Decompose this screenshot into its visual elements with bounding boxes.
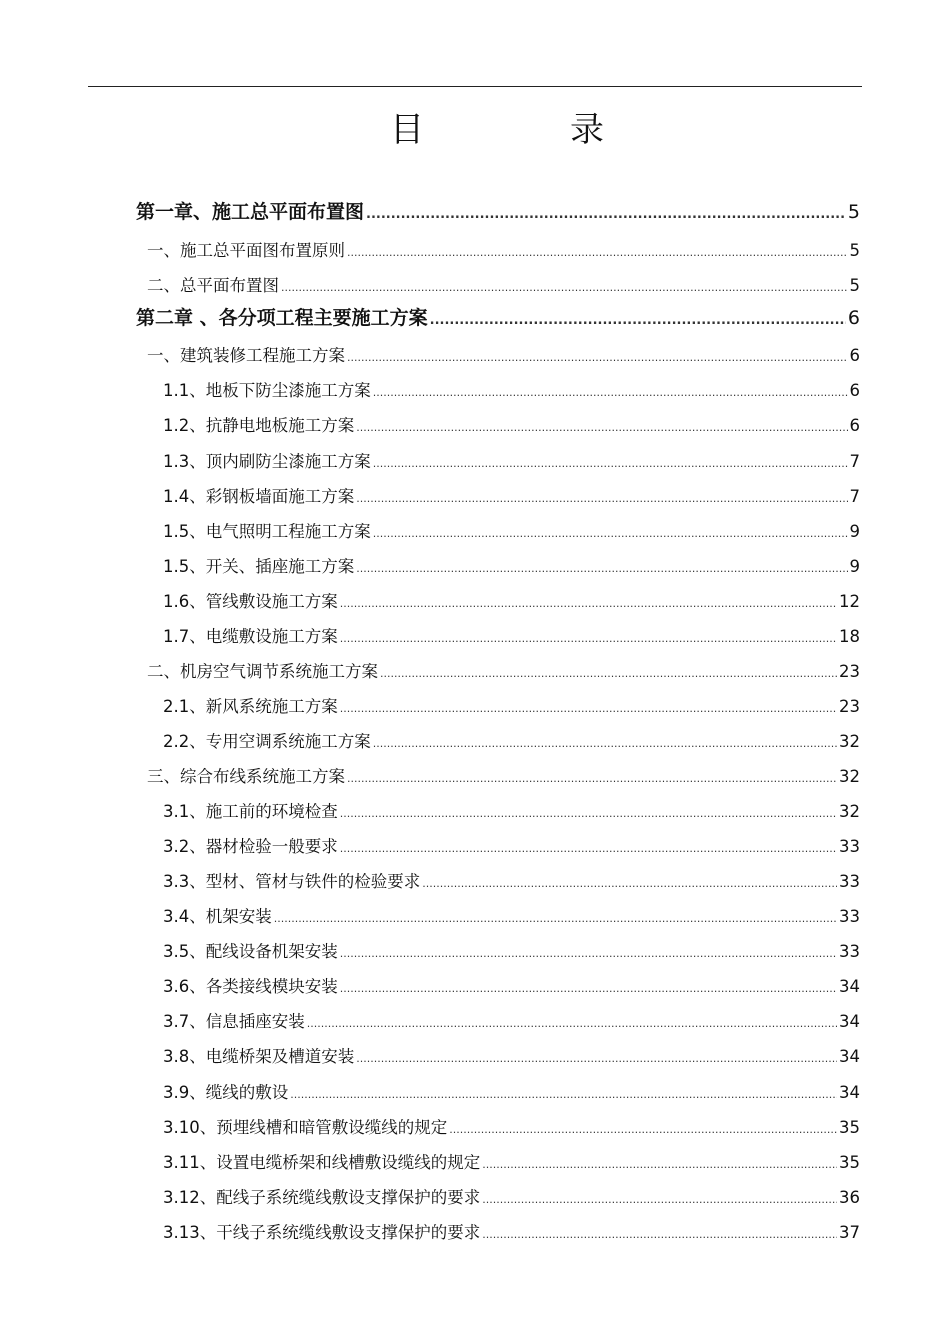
toc-entry-page: 32: [839, 767, 860, 786]
toc-entry-label: 1.1、地板下防尘漆施工方案: [163, 381, 371, 400]
toc-entry[interactable]: [163, 553, 860, 577]
toc-entry-page: 33: [839, 907, 860, 926]
toc-entry-label: 3.5、配线设备机架安装: [163, 942, 338, 961]
toc-entry[interactable]: [163, 588, 860, 612]
toc-leader: [347, 772, 837, 785]
header-rule: [88, 86, 862, 87]
toc-entry-page: 7: [849, 487, 860, 506]
toc-entry-page: 6: [847, 307, 860, 329]
toc-entry-label: 2.2、专用空调系统施工方案: [163, 732, 371, 751]
toc-entry[interactable]: [163, 798, 860, 822]
toc-leader: [373, 737, 837, 750]
toc-leader: [380, 667, 837, 680]
toc-entry[interactable]: [163, 518, 860, 542]
toc-leader: [356, 492, 847, 505]
toc-entry-label: 二、机房空气调节系统施工方案: [147, 662, 378, 681]
toc-entry-page: 35: [839, 1153, 860, 1172]
toc-entry[interactable]: [147, 237, 860, 261]
toc-entry-label: 3.11、设置电缆桥架和线槽敷设缆线的规定: [163, 1153, 481, 1172]
toc-entry-page: 5: [849, 241, 860, 260]
toc-leader: [340, 597, 837, 610]
toc-entry-label: 3.6、各类接线模块安装: [163, 977, 338, 996]
toc-entry[interactable]: [163, 938, 860, 962]
toc-entry[interactable]: [163, 483, 860, 507]
toc-entry-label: 第二章 、各分项工程主要施工方案: [136, 307, 428, 329]
toc-entry-label: 1.2、抗静电地板施工方案: [163, 416, 355, 435]
toc-entry[interactable]: [163, 1219, 860, 1243]
toc-entry-page: 23: [839, 697, 860, 716]
toc-leader: [356, 562, 847, 575]
toc-entry-label: 2.1、新风系统施工方案: [163, 697, 338, 716]
toc-entry-label: 1.7、电缆敷设施工方案: [163, 627, 338, 646]
toc-entry-page: 5: [849, 276, 860, 295]
toc-entry-label: 3.1、施工前的环境检查: [163, 802, 338, 821]
toc-leader: [366, 207, 846, 222]
toc-entry[interactable]: [163, 1149, 860, 1173]
toc-entry[interactable]: [163, 448, 860, 472]
toc-entry-page: 32: [839, 732, 860, 751]
toc-leader: [347, 351, 848, 364]
toc-leader: [422, 877, 837, 890]
toc-entry[interactable]: [147, 342, 860, 366]
toc-entry[interactable]: [163, 377, 860, 401]
toc-leader: [347, 246, 848, 259]
toc-entry-label: 1.5、开关、插座施工方案: [163, 557, 355, 576]
toc-entry-label: 3.9、缆线的敷设: [163, 1083, 289, 1102]
toc-leader: [340, 632, 837, 645]
toc-leader: [373, 386, 848, 399]
toc-entry[interactable]: [163, 1114, 860, 1138]
toc-entry-page: 7: [849, 452, 860, 471]
toc-entry[interactable]: [163, 973, 860, 997]
toc-leader: [307, 1017, 837, 1030]
page-title: 目 录: [390, 110, 660, 150]
toc-leader: [340, 807, 837, 820]
toc-leader: [373, 527, 848, 540]
toc-leader: [482, 1158, 837, 1171]
toc-entry[interactable]: [147, 658, 860, 682]
toc-entry-label: 3.7、信息插座安装: [163, 1012, 305, 1031]
toc-leader: [482, 1193, 837, 1206]
toc-entry-label: 二、总平面布置图: [147, 276, 279, 295]
toc-entry-label: 3.4、机架安装: [163, 907, 272, 926]
toc-entry-label: 3.3、型材、管材与铁件的检验要求: [163, 872, 421, 891]
toc-entry-page: 18: [839, 627, 860, 646]
toc-entry-page: 6: [849, 416, 860, 435]
toc-entry-label: 3.2、器材检验一般要求: [163, 837, 338, 856]
toc-leader: [340, 842, 837, 855]
toc-leader: [430, 313, 846, 328]
toc-entry[interactable]: [163, 833, 860, 857]
toc-entry[interactable]: [163, 728, 860, 752]
toc-entry[interactable]: [136, 303, 860, 330]
toc-entry[interactable]: [147, 763, 860, 787]
toc-entry-label: 三、综合布线系统施工方案: [147, 767, 345, 786]
toc-entry-page: 6: [849, 346, 860, 365]
toc-entry-page: 9: [849, 557, 860, 576]
toc-entry-page: 35: [839, 1118, 860, 1137]
toc-entry-page: 33: [839, 837, 860, 856]
toc-entry-page: 33: [839, 942, 860, 961]
toc-leader: [340, 982, 837, 995]
toc-entry-page: 36: [839, 1188, 860, 1207]
toc-entry-label: 3.10、预埋线槽和暗管敷设缆线的规定: [163, 1118, 448, 1137]
toc-leader: [449, 1123, 837, 1136]
toc-leader: [373, 457, 848, 470]
toc-entry-page: 6: [849, 381, 860, 400]
toc-entry-page: 32: [839, 802, 860, 821]
toc-entry-page: 37: [839, 1223, 860, 1242]
toc-entry[interactable]: [163, 1043, 860, 1067]
toc-entry[interactable]: [163, 1184, 860, 1208]
toc-entry-label: 一、建筑装修工程施工方案: [147, 346, 345, 365]
toc-entry[interactable]: [136, 197, 860, 224]
toc-entry-page: 23: [839, 662, 860, 681]
toc-entry-page: 34: [839, 977, 860, 996]
toc-entry-page: 33: [839, 872, 860, 891]
toc-entry[interactable]: [163, 1079, 860, 1103]
toc-entry-page: 34: [839, 1047, 860, 1066]
toc-leader: [356, 421, 847, 434]
toc-entry-label: 第一章、施工总平面布置图: [136, 201, 365, 223]
toc-leader: [340, 947, 837, 960]
toc-entry-page: 12: [839, 592, 860, 611]
toc-entry-label: 3.12、配线子系统缆线敷设支撑保护的要求: [163, 1188, 481, 1207]
toc-leader: [274, 912, 837, 925]
toc-entry-label: 1.4、彩钢板墙面施工方案: [163, 487, 355, 506]
toc-entry-page: 34: [839, 1083, 860, 1102]
toc-entry[interactable]: [163, 693, 860, 717]
toc-leader: [290, 1088, 837, 1101]
toc-entry[interactable]: [163, 412, 860, 436]
toc-entry-label: 1.3、顶内刷防尘漆施工方案: [163, 452, 371, 471]
toc-entry[interactable]: [163, 1008, 860, 1032]
toc-entry-page: 34: [839, 1012, 860, 1031]
toc-entry-label: 3.8、电缆桥架及槽道安装: [163, 1047, 355, 1066]
toc-entry[interactable]: [147, 272, 860, 296]
toc-leader: [340, 702, 837, 715]
toc-entry-page: 9: [849, 522, 860, 541]
toc-leader: [482, 1228, 837, 1241]
toc-entry[interactable]: [163, 868, 860, 892]
toc-leader: [281, 281, 848, 294]
toc-entry-page: 5: [847, 201, 860, 223]
toc-leader: [356, 1052, 837, 1065]
toc-entry-label: 1.5、电气照明工程施工方案: [163, 522, 371, 541]
toc-entry-label: 1.6、管线敷设施工方案: [163, 592, 338, 611]
toc-entry[interactable]: [163, 623, 860, 647]
toc-entry-label: 3.13、干线子系统缆线敷设支撑保护的要求: [163, 1223, 481, 1242]
toc-entry-label: 一、施工总平面图布置原则: [147, 241, 345, 260]
toc-entry[interactable]: [163, 903, 860, 927]
